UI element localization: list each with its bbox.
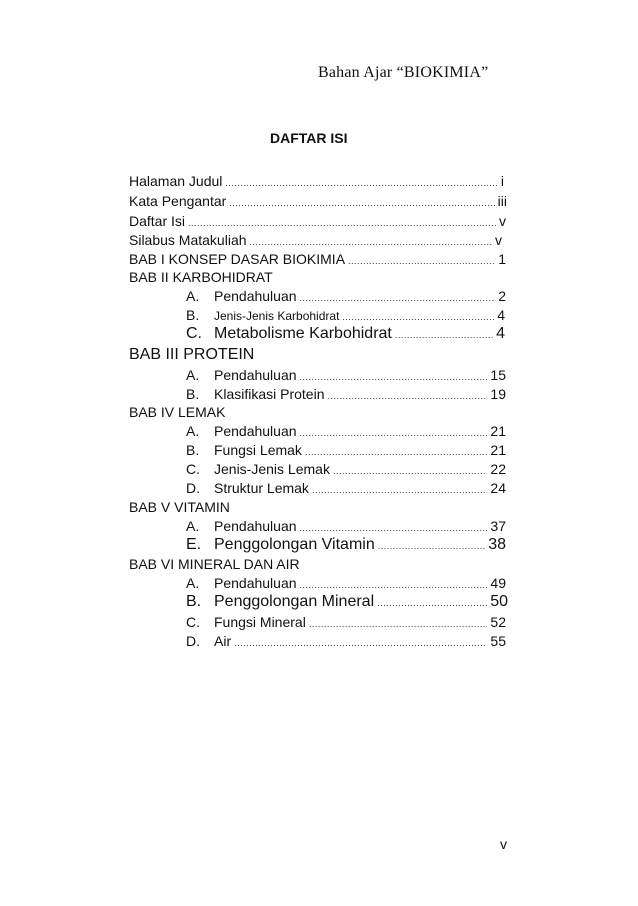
toc-entry-bab-1 xyxy=(129,250,506,268)
toc-entry-label: Daftar Isi xyxy=(129,213,186,229)
toc-subentry-page: 38 xyxy=(488,536,506,553)
toc-subentry-page: 22 xyxy=(490,461,506,477)
toc-subentry-letter: D. xyxy=(186,480,200,496)
toc-entry-label: BAB I KONSEP DASAR BIOKIMIA xyxy=(129,251,346,267)
dot-leader xyxy=(300,424,488,442)
toc-entry-page: iii xyxy=(497,193,507,209)
toc-subentry-letter: C. xyxy=(186,461,200,477)
toc-subentry-label: Pendahuluan xyxy=(214,575,297,591)
toc-entry-label: Halaman Judul xyxy=(129,173,223,189)
toc-chapter-label: BAB II KARBOHIDRAT xyxy=(129,269,273,285)
toc-entry-page: 1 xyxy=(498,251,506,267)
toc-subentry-page: 55 xyxy=(490,633,506,649)
toc-chapter-bab-5 xyxy=(129,498,230,516)
toc-subentry-label: Fungsi Lemak xyxy=(214,442,302,458)
toc-subentry-label: Fungsi Mineral xyxy=(214,614,306,630)
toc-subentry-page: 19 xyxy=(490,386,506,402)
toc-subentry-page: 4 xyxy=(497,307,505,323)
toc-subentry-letter: B. xyxy=(186,307,200,323)
dot-leader xyxy=(328,387,488,405)
toc-entry-daftar-isi xyxy=(129,212,506,230)
toc-chapter-label: BAB VI MINERAL DAN AIR xyxy=(129,556,300,572)
page-title: DAFTAR ISI xyxy=(270,130,348,146)
toc-subentry xyxy=(186,574,506,592)
toc-subentry-label: Penggolongan Vitamin xyxy=(214,536,375,553)
toc-subentry xyxy=(186,460,506,478)
dot-leader xyxy=(348,252,495,270)
dot-leader xyxy=(188,214,496,232)
dot-leader xyxy=(229,194,494,212)
dot-leader xyxy=(395,326,493,344)
dot-leader xyxy=(378,537,485,555)
toc-entry-label: Kata Pengantar xyxy=(129,193,227,209)
dot-leader xyxy=(225,174,497,192)
toc-subentry xyxy=(186,479,506,497)
toc-subentry xyxy=(186,306,505,324)
dot-leader xyxy=(309,615,488,633)
toc-subentry-label: Jenis-Jenis Karbohidrat xyxy=(214,309,340,323)
toc-subentry-letter: C. xyxy=(186,614,200,630)
dot-leader xyxy=(234,634,487,652)
toc-subentry-letter: A. xyxy=(186,575,200,591)
toc-subentry-letter: A. xyxy=(186,423,200,439)
toc-subentry xyxy=(186,287,506,305)
toc-subentry-label: Pendahuluan xyxy=(214,518,297,534)
toc-subentry-letter: A. xyxy=(186,367,200,383)
toc-subentry-label: Metabolisme Karbohidrat xyxy=(214,325,392,342)
toc-subentry xyxy=(186,613,506,631)
toc-subentry xyxy=(186,422,506,440)
toc-subentry-label: Pendahuluan xyxy=(214,423,297,439)
toc-subentry xyxy=(186,592,508,612)
toc-chapter-bab-6 xyxy=(129,555,300,573)
dot-leader xyxy=(250,233,492,251)
toc-entry-page: v xyxy=(495,232,502,248)
toc-subentry xyxy=(186,441,506,459)
toc-entry-page: v xyxy=(499,213,506,229)
toc-subentry xyxy=(186,517,506,535)
toc-subentry-letter: E. xyxy=(186,536,202,553)
dot-leader xyxy=(312,481,487,499)
toc-subentry xyxy=(186,366,506,384)
toc-subentry-label: Struktur Lemak xyxy=(214,480,309,496)
toc-subentry-page: 4 xyxy=(496,325,505,342)
toc-entry-halaman-judul xyxy=(129,172,504,190)
toc-subentry-label: Klasifikasi Protein xyxy=(214,386,325,402)
toc-subentry-letter: B. xyxy=(186,386,200,402)
toc-subentry-letter: A. xyxy=(186,518,200,534)
toc-subentry-letter: D. xyxy=(186,633,200,649)
toc-subentry-page: 15 xyxy=(490,367,506,383)
toc-subentry-page: 50 xyxy=(490,593,508,610)
toc-subentry-label: Jenis-Jenis Lemak xyxy=(214,461,330,477)
running-header: Bahan Ajar “BIOKIMIA” xyxy=(318,64,489,81)
toc-chapter-bab-3 xyxy=(129,345,254,365)
toc-subentry-page: 49 xyxy=(490,575,506,591)
dot-leader xyxy=(333,462,487,480)
toc-subentry-letter: C. xyxy=(186,325,202,342)
toc-subentry-letter: A. xyxy=(186,288,200,304)
toc-chapter-label: BAB IV LEMAK xyxy=(129,404,226,420)
toc-chapter-label: BAB III PROTEIN xyxy=(129,346,255,363)
toc-subentry-label: Pendahuluan xyxy=(214,288,297,304)
toc-subentry-page: 37 xyxy=(490,518,506,534)
toc-subentry-page: 52 xyxy=(490,614,506,630)
toc-subentry-letter: B. xyxy=(186,593,202,610)
toc-subentry xyxy=(186,324,505,344)
toc-entry-page: i xyxy=(500,173,504,189)
toc-subentry-letter: B. xyxy=(186,442,200,458)
toc-subentry-label: Penggolongan Mineral xyxy=(214,593,375,610)
toc-subentry-label: Air xyxy=(214,633,232,649)
toc-chapter-bab-2 xyxy=(129,268,273,286)
dot-leader xyxy=(300,368,488,386)
toc-chapter-bab-4 xyxy=(129,403,225,421)
toc-subentry-page: 21 xyxy=(490,442,506,458)
page-number: v xyxy=(500,836,507,852)
toc-entry-label: Silabus Matakuliah xyxy=(129,232,247,248)
toc-entry-kata-pengantar xyxy=(129,192,507,210)
toc-subentry-page: 21 xyxy=(490,423,506,439)
dot-leader xyxy=(377,594,487,612)
toc-entry-silabus xyxy=(129,231,502,249)
toc-subentry-page: 2 xyxy=(498,288,506,304)
dot-leader xyxy=(300,289,496,307)
toc-subentry xyxy=(186,385,506,403)
toc-chapter-label: BAB V VITAMIN xyxy=(129,499,230,515)
toc-subentry xyxy=(186,535,506,555)
toc-subentry-label: Pendahuluan xyxy=(214,367,297,383)
toc-subentry-page: 24 xyxy=(490,480,506,496)
toc-subentry xyxy=(186,632,506,650)
dot-leader xyxy=(305,443,487,461)
